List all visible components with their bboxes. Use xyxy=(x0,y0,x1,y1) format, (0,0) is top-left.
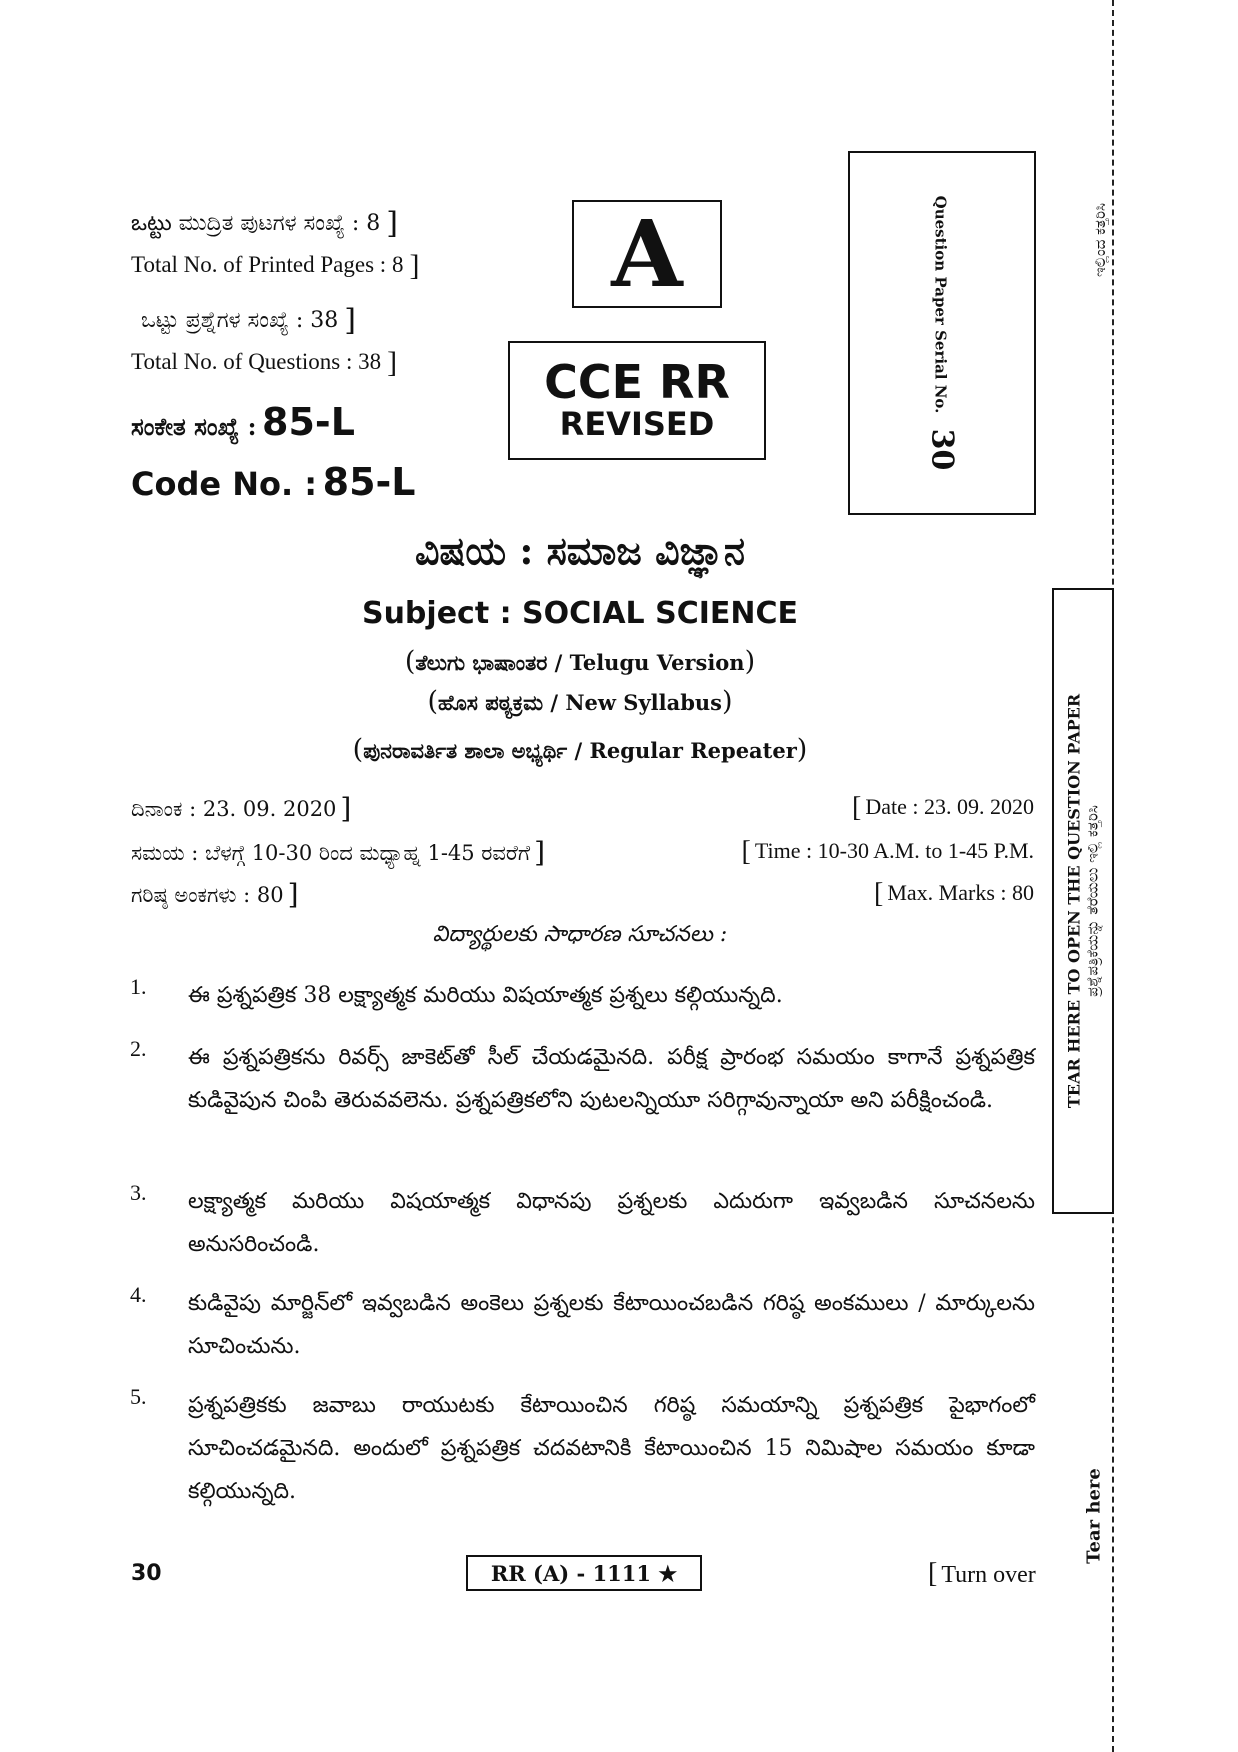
printed-pages-kn: ఒట్టు ಮುದ್ರಿತ ಪುಟಗಳ ಸಂಖ್ಯೆ : 8 ] xyxy=(131,206,399,241)
subject-en: Subject : SOCIAL SCIENCE xyxy=(361,596,799,631)
cut-here-kn-label: ಇಲ್ಲಿಂದ ಕತ್ತರಿಸಿ xyxy=(1091,202,1109,278)
subject-kn: ವಿಷಯ : ಸಮಾಜ ವಿಜ್ಞಾನ xyxy=(415,528,745,573)
date-kn: ದಿನಾಂಕ : 23. 09. 2020 ] xyxy=(131,792,352,825)
instruction-item: 3. లక్ష్యాత్మక మరియు విషయాత్మక విధానపు ప్రశ్నలకు ఎదురుగా ఇవ్వబడిన సూచనలను అనుసరించండి. xyxy=(130,1180,1035,1257)
questions-count-kn: ಒಟ್ಟು ಪ್ರಶ್ನೆಗಳ ಸಂಖ್ಯೆ : 38 ] xyxy=(141,303,357,338)
revised-label: REVISED xyxy=(559,405,715,444)
serial-number-box xyxy=(848,151,1036,515)
tear-here-kn-text: ಪ್ರಶ್ನೆಪತ್ರಿಕೆಯನ್ನು ತೆರೆಯಲು ಇಲ್ಲಿ ಕತ್ತರಿಸಿ xyxy=(1083,805,1102,997)
tear-here-box xyxy=(1052,588,1114,1214)
paper-code-box: RR (A) - 1111 ★ xyxy=(466,1555,702,1591)
candidate-type: (ಪುನರಾವರ್ತಿತ ಶಾಲಾ ಅಭ್ಯರ್ಥಿ / Regular Repeater) xyxy=(352,734,808,765)
version-letter-box: A xyxy=(572,200,722,308)
instruction-item: 4. కుడివైపు మార్జిన్‌లో ఇవ్వబడిన అంకెలు ప్రశ్నలకు కేటాయించబడిన గరిష్ఠ అంకములు / మార్కులను సూచించును. xyxy=(130,1282,1035,1359)
page-number: 30 xyxy=(131,1561,162,1586)
instruction-item: 1. ఈ ప్రశ్నపత్రిక 38 లక్ష్యాత్మక మరియు విషయాత్మక ప్రశ్నలు కల్గియున్నది. xyxy=(130,974,783,1008)
turn-over-label: [ Turn over xyxy=(928,1558,1036,1589)
max-marks-en: [ Max. Marks : 80 xyxy=(874,878,1034,909)
time-kn: ಸಮಯ : ಬೆಳಗ್ಗೆ 10-30 ರಿಂದ ಮಧ್ಯಾಹ್ನ 1-45 ರವರೆಗೆ ] xyxy=(131,836,545,869)
max-marks-kn: ಗರಿಷ್ಠ ಅಂಕಗಳು : 80 ] xyxy=(131,878,299,911)
date-en: [ Date : 23. 09. 2020 xyxy=(852,792,1034,823)
instructions-title: విద్యార్థులకు సాధారణ సూచనలు : xyxy=(432,922,728,947)
serial-number-value: 30 xyxy=(924,428,960,471)
code-number-kn: ಸಂಕೇತ ಸಂಖ್ಯೆ : 85-L xyxy=(131,400,355,444)
instruction-item: 2. ఈ ప్రశ్నపత్రికను రివర్స్ జాకెట్‌తో సీల్ చేయడమైనది. పరీక్ష ప్రారంభ సమయం కాగానే ప్రశ్నపత్రిక కుడివైపున చింపి తెరువవలెను. ప్రశ్నపత్రికలోని పుటలన్నియూ సరిగ్గావున్నాయా అని పరీక్షించండి. xyxy=(130,1036,1035,1113)
cce-rr-box xyxy=(508,341,766,460)
syllabus-label: (ಹೊಸ ಪಠ್ಯಕ್ರಮ / New Syllabus) xyxy=(427,686,733,717)
instruction-item: 5. ప్రశ్నపత్రికకు జవాబు రాయుటకు కేటాయించిన గరిష్ఠ సమయాన్ని ప్రశ్నపత్రిక పైభాగంలో సూచించడమైనది. అందులో ప్రశ్నపత్రిక చదవటానికి కేటాయించిన 15 నిమిషాల సమయం కూడా కల్గియున్నది. xyxy=(130,1384,1035,1504)
tear-here-en-text: TEAR HERE TO OPEN THE QUESTION PAPER xyxy=(1064,693,1084,1109)
language-version: (ತೆಲುಗು ಭಾಷಾಂತರ / Telugu Version) xyxy=(404,646,756,677)
cce-rr-title: CCE RR xyxy=(544,354,730,409)
time-en: [ Time : 10-30 A.M. to 1-45 P.M. xyxy=(741,836,1034,867)
serial-number-label: Question Paper Serial No. xyxy=(931,195,950,414)
tear-here-label: Tear here xyxy=(1083,1468,1105,1564)
code-number-en: Code No. : 85-L xyxy=(131,460,416,504)
questions-count-en: Total No. of Questions : 38 ] xyxy=(131,346,398,379)
printed-pages-en: Total No. of Printed Pages : 8 ] xyxy=(131,249,420,282)
